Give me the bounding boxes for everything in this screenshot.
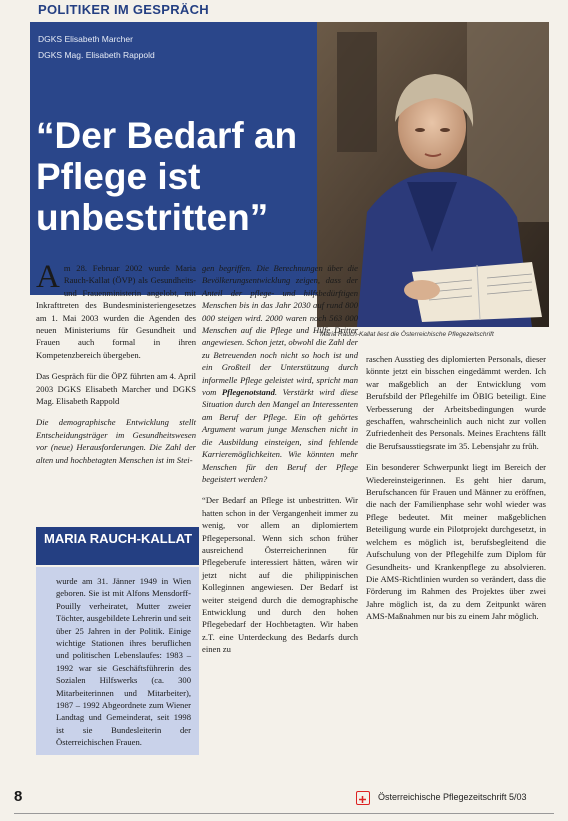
drop-cap: A xyxy=(36,259,60,295)
answer-para-2: Ein besonderer Schwerpunkt liegt im Bereich der Wiedereinsteigerinnen. Es geht hier darum, Berufschancen für Frauen und Männer zu eröffnen, die nach der Familienphase sehr wohl wieder was Pflege bedeutet. Mit meiner maßgeblichen Beteiligung wurde ein Pilotprojekt durchgesetzt, in welchem es möglich ist, berufsbegleitend die Aufschulung von der Pflegehilfe zum Diplom für Gesundheits- und Krankenpflege zu absolvieren. Die AMS-Richtlinien wurden so verändert, dass die Förderung im Rahmen des Projektes über zwei Jahre möglich ist, da zu dem Zeitpunkt wären AMS-Maßnahmen nur bis zu einem Jahr möglich. xyxy=(366,462,546,622)
article-column-1 xyxy=(36,259,196,475)
article-column-3 xyxy=(366,353,546,632)
answer-continued: raschen Ausstieg des diplomierten Personals, dieser könnte jetzt ein bisschen eingedämmt werden. Ich war maßgeblich an der Entwicklung vom Berufsbild der Pflegehilfe im ÖBIG beteiligt. Eine Verbesserung der Arbeitsbedingungen wurde geschaffen, wahrscheinlich auch nicht zur vollen Zufriedenheit des Personals. Meines Erachtens fällt die Berufsausstiegsrate im 35. Lebensjahr zu früh. xyxy=(366,354,546,451)
headline: “Der Bedarf an Pflege ist unbestritten” xyxy=(36,115,298,238)
footer-rule xyxy=(14,813,554,814)
byline-1: DGKS Elisabeth Marcher xyxy=(38,34,133,44)
journal-name: Österreichische Pflegezeitschrift 5/03 xyxy=(378,792,527,802)
question-continued: gen begriffen. Die Berechnungen über die Bevölkerungsentwicklung zeigen, dass der Anteil der pflege- und hilfsbedürftigen Menschen bis in das Jahr 2030 auf rund 800 000 steigen wird. 2000 waren noch 563 000 Menschen auf die Pflege und Hilfe Dritter angewiesen. Schon jetzt, obwohl die Zahl der zu Betreuenden noch nicht so hoch ist und ein Großteil der Unterstützung durch informelle Pflege geleistet wird, spricht man vom xyxy=(202,263,358,398)
photo-caption: Maria Rauch-Kallat liest die Österreichische Pflegezeitschrift xyxy=(320,331,494,338)
sidebar-name: MARIA RAUCH-KALLAT xyxy=(36,527,199,565)
article-para-2: Das Gespräch für die ÖPZ führten am 4. April 2003 DGKS Elisabeth Marcher und DGKS Mag. Elisabeth Rappold xyxy=(36,371,196,407)
journal-logo-icon xyxy=(356,791,370,805)
page-number: 8 xyxy=(14,788,23,805)
byline-2: DGKS Mag. Elisabeth Rappold xyxy=(38,50,155,60)
sidebar-bio: wurde am 31. Jänner 1949 in Wien geboren. Sie ist mit Alfons Mensdorff-Pouilly verheiratet, Mutter zweier Töchter, ausgebildete Lehrerin und seit über 25 Jahren in der Politik. Einige wichtige Stationen ihres beruflichen und politischen Lebenslaufes: 1983 – 1992 war sie Geschäftsführerin des Sozialen Hilfswerks (ca. 300 Mitarbeiterinnen und Mitarbeiter), 1987 – 1992 Abgeordnete zum Wiener Landtag und Gemeinderat, seit 1998 ist sie Bundesleiterin der Österreichischen Frauen. xyxy=(36,567,199,755)
question-end: . Verstärkt wird diese Situation durch den Mangel an Interessenten am Beruf der Pflege. Ein oft gehörtes Argument warum junge Menschen nicht in die Ausbildung einsteigen, sind fehlende Karrieremöglichkeiten. Wie könnten mehr Menschen für den Beruf der Pflege begeistert werden? xyxy=(202,387,358,484)
article-column-2 xyxy=(202,262,358,665)
highlight-term: Pflegenotstand xyxy=(221,387,275,398)
interview-answer-1: “Der Bedarf an Pflege ist unbestritten. Wir hatten schon in der Vergangenheit immer zu wenig, vor allem an diplomiertem Pflegepersonal. Wenn sich schon früher ausreichend Österreicherinnen für Pflegeberufe interessiert hätten, wären wir jetzt nicht auf die philippinischen Kolleginnen angewiesen. Der Bedarf ist weiter steigend durch die demographische Entwicklung und durch den hohen Pflegebedarf der Hochbetagten. Wir haben z.T. eine Unterdeckung des Bedarfs durch einen zu xyxy=(202,495,358,655)
section-label: POLITIKER IM GESPRÄCH xyxy=(38,2,209,17)
article-intro: m 28. Februar 2002 wurde Maria Rauch-Kallat (ÖVP) als Gesundheits- und Frauenministerin angelobt, mit Inkrafttreten des Bundesministeriengesetzes am 1. Mai 2003 wurden die Agenden des neuen Ministeriums für Gesundheit und Frauen auch formal in ihren Kompetenzbereich übergeben. xyxy=(36,263,196,360)
interview-question-1: Die demographische Entwicklung stellt Entscheidungsträger im Gesundheitswesen vor (neue) Herausforderungen. Die Zahl der alten und hochbetagten Menschen ist im Stei- xyxy=(36,417,196,465)
